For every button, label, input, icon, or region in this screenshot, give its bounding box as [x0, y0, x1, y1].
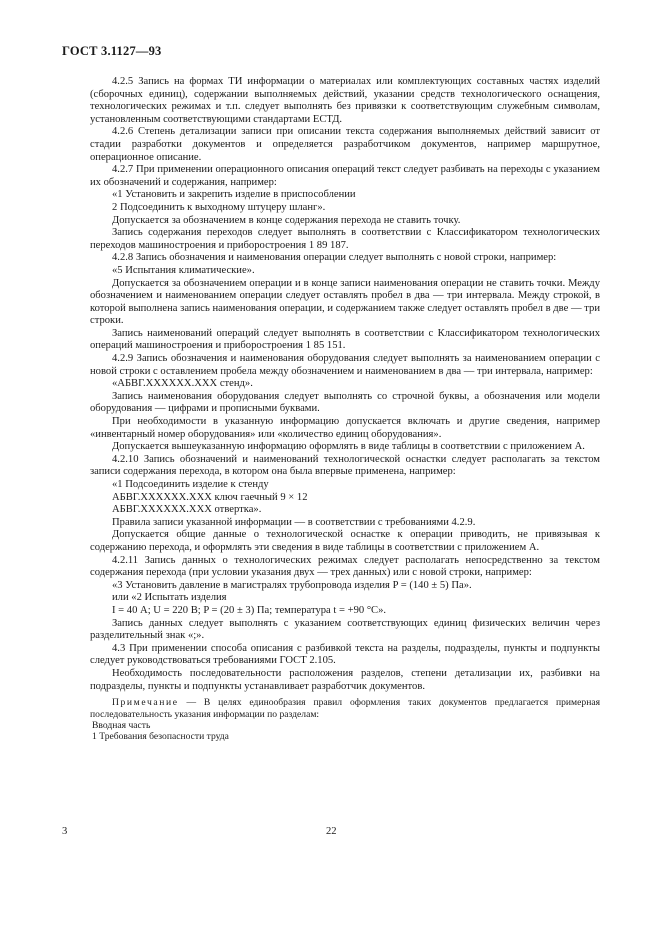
paragraph: Правила записи указанной информации — в соответствии с требованиями 4.2.9.	[112, 516, 476, 528]
example-line: «1 Подсоединить изделие к стенду	[112, 479, 269, 490]
note	[90, 697, 600, 720]
paragraph: Необходимость последовательности расположения разделов, степени детализации их, разбивки на подразделы, пункты и подпункты устанавливает разработчик документов.	[90, 667, 600, 692]
example-line: «5 Испытания климатические».	[112, 264, 255, 276]
example-line: «АБВГ.XXXXXX.XXX стенд».	[112, 378, 253, 390]
document-body	[90, 76, 600, 743]
footer-left-number: 3	[62, 826, 68, 837]
paragraph: Запись наименований операций следует выполнять в соответствии с Классификатором технологических операций машиностроения и приборостроения 1 85 151.	[90, 327, 600, 352]
paragraph: 4.2.8 Запись обозначения и наименования операции следует выполнять с новой строки, например:	[112, 252, 557, 264]
example-line: «3 Установить давление в магистралях трубопровода изделия P = (140 ± 5) Па».	[112, 579, 472, 591]
note-line: 1 Требования безопасности труда	[92, 731, 229, 743]
paragraph: Допускается за обозначением операции и в конце записи наименования операции не ставить точки. Между обозначением и наименованием операции следует оставлять пробел в два — три интервала. Между строкой, в которой выполнена запись наименования операции, и содержанием также следует оставлять пробел в две — три строки.	[90, 277, 600, 327]
example-line: 2 Подсоединить к выходному штуцеру шланг».	[112, 201, 326, 213]
note-line: Вводная часть	[92, 719, 151, 731]
example-line: АБВГ.XXXXXX.XXX ключ гаечный 9 × 12	[112, 491, 308, 503]
page-number: 22	[326, 826, 337, 837]
paragraph: 4.2.9 Запись обозначения и наименования оборудования следует выполнять за наименованием операции с новой строки с оставлением пробела между обозначением и наименованием в два — три интервала, например:	[90, 353, 600, 377]
paragraph: Допускается за обозначением в конце содержания перехода не ставить точку.	[112, 214, 461, 226]
paragraph: Допускается вышеуказанную информацию оформлять в виде таблицы в соответствии с приложением А.	[112, 441, 585, 453]
paragraph: Запись данных следует выполнять с указанием соответствующих единиц физических величин через разделительный знак «;».	[90, 617, 600, 642]
paragraph: Запись наименования оборудования следует выполнять со строчной буквы, а обозначения или модели оборудования — цифрами и прописными буквами.	[90, 390, 600, 415]
paragraph: 4.2.11 Запись данных о технологических режимах следует располагать непосредственно за текстом содержания перехода (при условии указания двух — трех данных) или с новой строки, например:	[90, 554, 600, 579]
paragraph: 4.2.5 Запись на формах ТИ информации о материалах или комплектующих составных частях изделий (сборочных единиц), содержании выполняемых действий, указании средств технологического оснащения, технологических режимах и т.п. следует выполнять без привязки к соответствующим служебным символам, установленным соответствующими стандартами ЕСТД.	[90, 76, 600, 125]
paragraph: 4.2.7 При применении операционного описания операций текст следует разбивать на переходы с указанием их обозначений и содержания, например:	[90, 164, 600, 188]
document-header: ГОСТ 3.1127—93	[62, 44, 162, 58]
paragraph: Допускается общие данные о технологической оснастке к операции приводить, не привязывая к содержанию перехода, и оформлять эти сведения в виде таблицы в соответствии с приложением А.	[90, 529, 600, 553]
example-line: «1 Установить и закрепить изделие в приспособлении	[112, 189, 356, 201]
paragraph: 4.2.10 Запись обозначений и наименований технологической оснастки следует располагать за текстом записи содержания перехода, в котором она была впервые применена, например:	[90, 453, 600, 478]
paragraph: 4.3 При применении способа описания с разбивкой текста на разделы, подразделы, пункты и подпункты следует руководствоваться требованиями ГОСТ 2.105.	[90, 642, 600, 667]
paragraph: 4.2.6 Степень детализации записи при описании текста содержания выполняемых действий зависит от стадии разработки документов и определяется разработчиком документов, например маршрутное, операционное описание.	[90, 126, 600, 163]
example-line: I = 40 А; U = 220 В; P = (20 ± 3) Па; температура t = +90 °С».	[112, 604, 387, 616]
paragraph: Запись содержания переходов следует выполнять в соответствии с Классификатором технологических переходов машиностроения и приборостроения 1 89 187.	[90, 227, 600, 251]
example-line: или «2 Испытать изделия	[112, 592, 227, 604]
example-line: АБВГ.XXXXXX.XXX отвертка».	[112, 504, 262, 516]
paragraph: При необходимости в указанную информацию допускается включать и другие сведения, например «инвентарный номер оборудования» или «количество единиц оборудования».	[90, 416, 600, 440]
note-label: Примечание	[112, 697, 179, 709]
note-text: — В целях единообразия правил оформления таких документов предлагается примерная последовательность указания информации по разделам:	[90, 697, 600, 720]
